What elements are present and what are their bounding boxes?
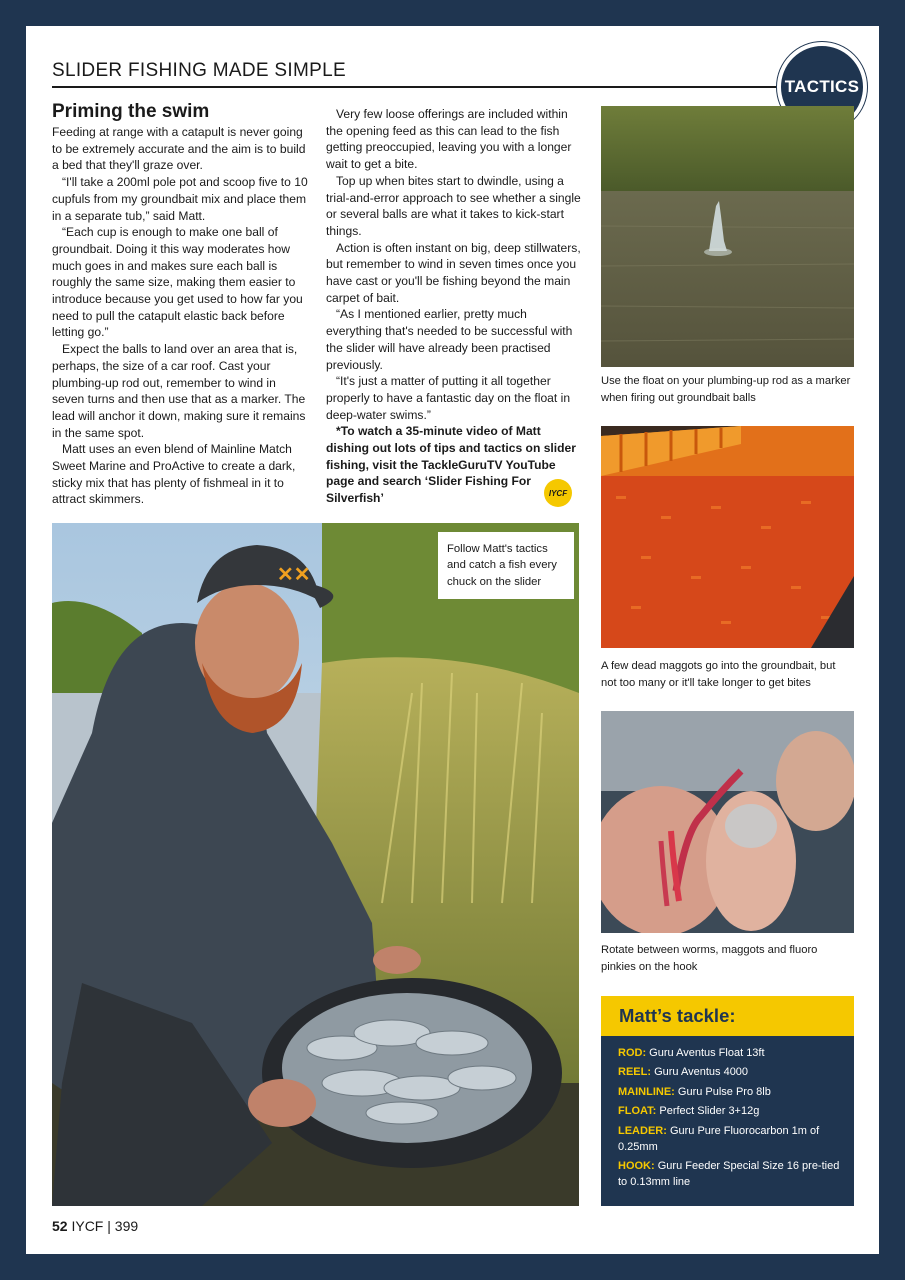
article-column-1 bbox=[52, 100, 310, 508]
paragraph: “It's just a matter of putting it all together properly to have a fantastic day on the float in deep-water swims.” bbox=[326, 374, 571, 422]
magazine-page bbox=[26, 26, 879, 1254]
article-column-2 bbox=[326, 106, 584, 507]
paragraph: Very few loose offerings are included within the opening feed as this can lead to the fish getting preoccupied, leaving you with a longer wait to get a bite. bbox=[326, 107, 572, 172]
paragraph: Feeding at range with a catapult is never going to be extremely accurate and the aim is to build a bed that they'll graze over. bbox=[52, 125, 306, 173]
caption-hook: Rotate between worms, maggots and fluoro pinkies on the hook bbox=[601, 944, 818, 973]
tackle-box bbox=[601, 996, 854, 1206]
tackle-value: Guru Aventus Float 13ft bbox=[649, 1047, 765, 1059]
page-number: 52 bbox=[52, 1218, 68, 1234]
tackle-key: REEL: bbox=[618, 1066, 651, 1079]
tackle-list bbox=[601, 1036, 854, 1190]
tackle-row bbox=[618, 1046, 844, 1062]
svg-text:✕✕: ✕✕ bbox=[277, 564, 311, 586]
page-footer bbox=[52, 1218, 138, 1234]
photo-float-splash bbox=[601, 106, 854, 367]
photo-hook-bait bbox=[601, 711, 854, 933]
caption-maggots: A few dead maggots go into the groundbait, but not too many or it'll take longer to get bites bbox=[601, 660, 836, 689]
tackle-title: Matt’s tackle: bbox=[601, 996, 854, 1036]
tackle-row bbox=[618, 1104, 844, 1120]
tackle-row bbox=[618, 1085, 844, 1101]
paragraph: “As I mentioned earlier, pretty much everything that's needed to be successful with the slider will have already been practised previously. bbox=[326, 307, 573, 372]
paragraph: Matt uses an even blend of Mainline Match Sweet Marine and ProActive to create a dark, sticky mix that has plenty of fishmeal in it to attract skimmers. bbox=[52, 442, 296, 507]
video-promo: *To watch a 35-minute video of Matt dishing out lots of tips and tactics on slider fishing, visit the TackleGuruTV YouTube page and search ‘Slider Fishing For Silverfish’ bbox=[326, 424, 576, 506]
iycf-end-badge: IYCF bbox=[544, 479, 572, 507]
paragraph: Top up when bites start to dwindle, using a trial-and-error approach to see whether a single or several balls are what it takes to kick-start things. bbox=[326, 173, 581, 238]
footer-separator: | bbox=[107, 1218, 111, 1234]
caption-float: Use the float on your plumbing-up rod as a marker when firing out groundbait balls bbox=[601, 375, 851, 404]
tackle-key: LEADER: bbox=[618, 1124, 667, 1137]
photo-main-angler bbox=[52, 523, 579, 1206]
paragraph: Expect the balls to land over an area that is, perhaps, the size of a car roof. Cast your plumbing-up rod out, remember to wind in seven turns and then use that as a marker. The lead will anchor it down, making sure it remains in the same spot. bbox=[52, 342, 306, 440]
photo-maggots bbox=[601, 426, 854, 648]
magazine-name: IYCF bbox=[71, 1218, 104, 1234]
tackle-value: Guru Aventus 4000 bbox=[654, 1066, 749, 1079]
tackle-value: Guru Pure Fluorocarbon 1m of 0.25mm bbox=[618, 1124, 820, 1153]
tactics-badge: TACTICS bbox=[777, 42, 867, 132]
tackle-value: Perfect Slider 3+12g bbox=[659, 1105, 760, 1118]
tackle-key: ROD: bbox=[618, 1047, 647, 1059]
tackle-key: FLOAT: bbox=[618, 1105, 657, 1118]
issue-number: 399 bbox=[114, 1218, 139, 1234]
tackle-value: Guru Pulse Pro 8lb bbox=[677, 1085, 771, 1098]
tackle-value: Guru Feeder Special Size 16 pre-tied to 0.13mm line bbox=[618, 1160, 840, 1188]
tackle-row bbox=[618, 1159, 844, 1190]
article-heading: Priming the swim bbox=[52, 101, 210, 122]
tackle-row bbox=[618, 1065, 844, 1081]
paragraph: “I'll take a 200ml pole pot and scoop five to 10 cupfuls from my groundbait mix and place them in a separate tub,” said Matt. bbox=[52, 175, 308, 223]
section-title: SLIDER FISHING MADE SIMPLE bbox=[52, 60, 346, 81]
tackle-key: MAINLINE: bbox=[618, 1085, 675, 1098]
paragraph: Action is often instant on big, deep stillwaters, but remember to wind in seven times once you have cast or you'll be fishing beyond the main carpet of bait. bbox=[326, 240, 581, 305]
header-rule bbox=[52, 86, 794, 88]
tackle-key: HOOK: bbox=[618, 1160, 655, 1173]
paragraph: “Each cup is enough to make one ball of groundbait. Doing it this way moderates how much goes in and makes sure each ball is roughly the same size, making them easier to introduce because you get used to how far you need to pull the catapult elastic back before letting go.” bbox=[52, 225, 303, 340]
caption-main: Follow Matt's tactics and catch a fish every chuck on the slider bbox=[438, 532, 574, 599]
tackle-row bbox=[618, 1124, 844, 1155]
